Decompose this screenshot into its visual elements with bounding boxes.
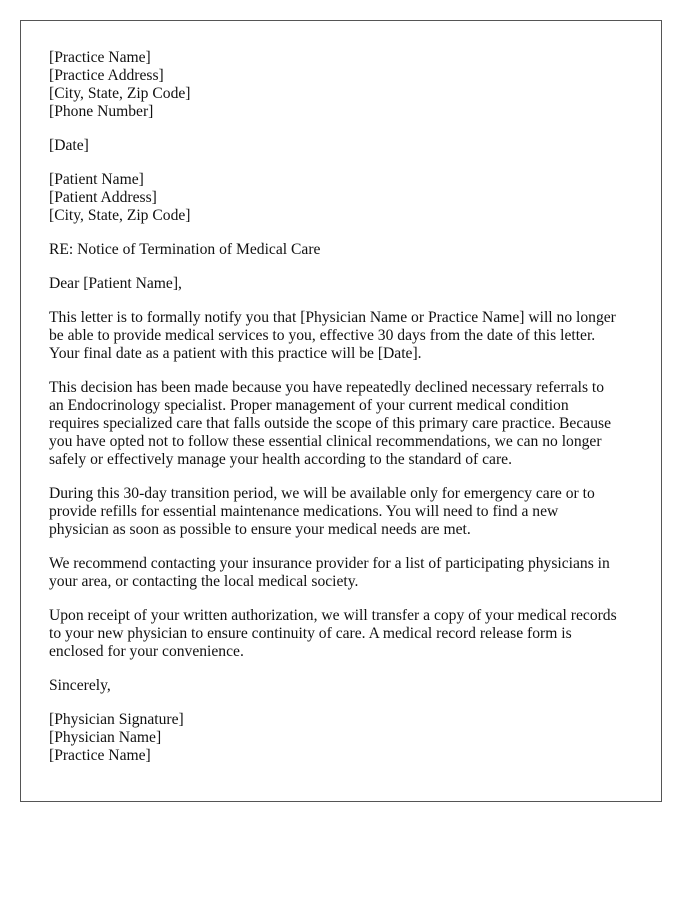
body-line: requires specialized care that falls outside the scope of this primary care practice. Because xyxy=(49,415,611,432)
date-text: [Date] xyxy=(49,137,89,154)
patient-address: [Patient Address] xyxy=(49,189,157,206)
body-paragraph-5 xyxy=(49,607,634,661)
body-line: This letter is to formally notify you that [Physician Name or Practice Name] will no longer xyxy=(49,309,616,326)
body-line: your area, or contacting the local medical society. xyxy=(49,573,359,590)
body-line: During this 30-day transition period, we will be available only for emergency care or to xyxy=(49,485,595,502)
patient-city: [City, State, Zip Code] xyxy=(49,207,191,224)
practice-phone: [Phone Number] xyxy=(49,103,154,120)
body-line: enclosed for your convenience. xyxy=(49,643,244,660)
body-line: safely or effectively manage your health according to the standard of care. xyxy=(49,451,512,468)
sender-block xyxy=(49,49,634,121)
patient-name: [Patient Name] xyxy=(49,171,144,188)
body-line: you have opted not to follow these essential clinical recommendations, we can no longer xyxy=(49,433,602,450)
body-paragraph-3 xyxy=(49,485,634,539)
signature-block xyxy=(49,711,634,765)
salutation-text: Dear [Patient Name], xyxy=(49,275,182,292)
subject-line xyxy=(49,241,634,259)
practice-address: [Practice Address] xyxy=(49,67,164,84)
subject-text: RE: Notice of Termination of Medical Care xyxy=(49,241,321,258)
practice-name: [Practice Name] xyxy=(49,49,151,66)
closing xyxy=(49,677,634,695)
body-line: to your new physician to ensure continuity of care. A medical record release form is xyxy=(49,625,572,642)
closing-text: Sincerely, xyxy=(49,677,111,694)
body-paragraph-4 xyxy=(49,555,634,591)
physician-signature: [Physician Signature] xyxy=(49,711,184,728)
body-line: an Endocrinology specialist. Proper management of your current medical condition xyxy=(49,397,569,414)
letter-date xyxy=(49,137,634,155)
body-paragraph-1 xyxy=(49,309,634,363)
letter xyxy=(20,20,662,802)
body-line: Upon receipt of your written authorization, we will transfer a copy of your medical records xyxy=(49,607,617,624)
physician-name: [Physician Name] xyxy=(49,729,162,746)
signature-practice-name: [Practice Name] xyxy=(49,747,151,764)
recipient-block xyxy=(49,171,634,225)
body-line: physician as soon as possible to ensure your medical needs are met. xyxy=(49,521,471,538)
body-line: Your final date as a patient with this practice will be [Date]. xyxy=(49,345,422,362)
body-line: This decision has been made because you have repeatedly declined necessary referrals to xyxy=(49,379,605,396)
body-line: provide refills for essential maintenance medications. You will need to find a new xyxy=(49,503,559,520)
practice-city: [City, State, Zip Code] xyxy=(49,85,191,102)
salutation xyxy=(49,275,634,293)
body-line: We recommend contacting your insurance provider for a list of participating physicians in xyxy=(49,555,610,572)
body-paragraph-2 xyxy=(49,379,634,469)
body-line: be able to provide medical services to you, effective 30 days from the date of this letter. xyxy=(49,327,596,344)
